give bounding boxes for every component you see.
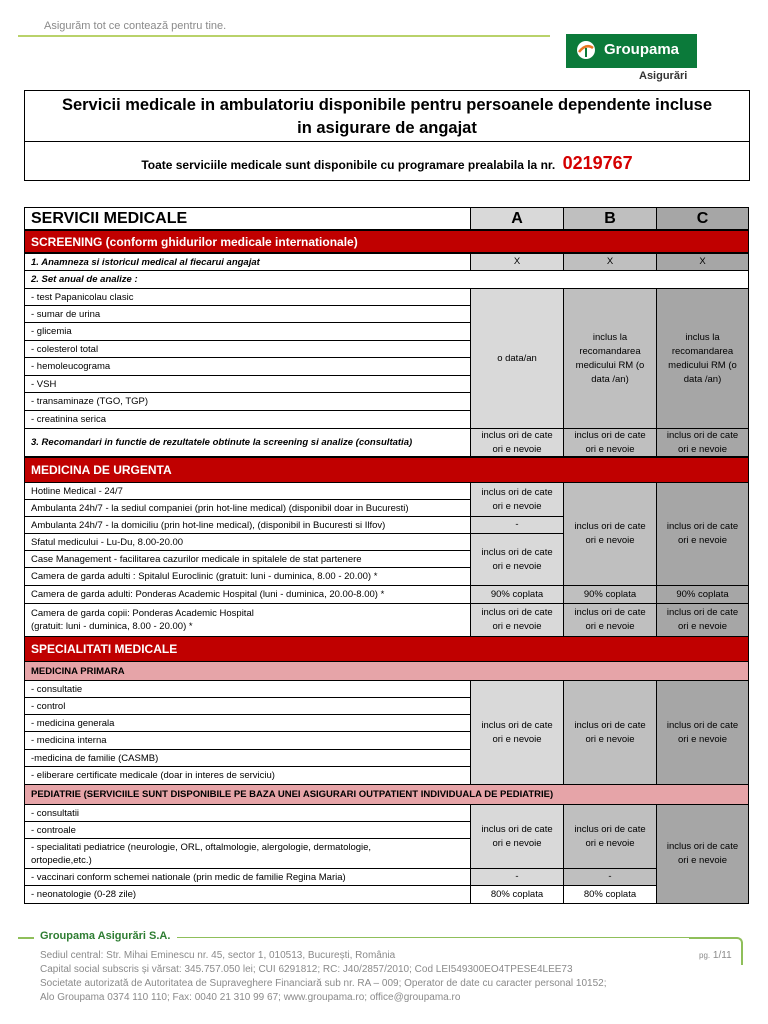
pediatrie-row: - vaccinari conform schemei nationale (prin medic de familie Regina Maria) — [24, 868, 471, 886]
footer-capital: Capital social subscris și vărsat: 345.757.050 lei; CUI 6291812; RC: J40/2857/2010; Cod LEI549300EO4TPESE4LEE73 — [40, 964, 573, 975]
test-row: - test Papanicolau clasic — [24, 288, 471, 306]
footer-authorization: Societate autorizată de Autoritatea de Supraveghere Financiară sub nr. RA – 009; Operator de date cu caracter personal 10152; — [40, 978, 607, 989]
test-row: - creatinina serica — [24, 410, 471, 429]
pediatrie-c: inclus ori de cate ori e nevoie — [656, 804, 749, 904]
table-header-services: SERVICII MEDICALE — [24, 207, 471, 230]
primara-row: - consultatie — [24, 680, 471, 698]
neonatologie-b: 80% coplata — [563, 885, 657, 904]
title-line-2: in asigurare de angajat — [297, 119, 477, 137]
primara-b: inclus ori de cate ori e nevoie — [563, 680, 657, 785]
pediatrie-b: inclus ori de cate ori e nevoie — [563, 804, 657, 869]
urgenta-row-copii — [24, 603, 471, 637]
footer-contact: Alo Groupama 0374 110 110; Fax: 0040 21 310 99 67; www.groupama.ro; office@groupama.ro — [40, 992, 461, 1003]
coplata-a: 90% coplata — [470, 585, 564, 604]
primara-c: inclus ori de cate ori e nevoie — [656, 680, 749, 785]
coplata-b: 90% coplata — [563, 585, 657, 604]
recomandari-c: inclus ori de cate ori e nevoie — [656, 428, 749, 457]
pediatrie-specialitati-line-2: ortopedie,etc.) — [31, 854, 92, 866]
table-header-b: B — [563, 207, 657, 230]
pediatrie-specialitati-line-1: - specialitati pediatrice (neurologie, ORL, oftalmologie, alergologie, dermatologie, — [31, 841, 372, 853]
tests-value-a: o data/an — [470, 288, 564, 429]
tests-value-b: inclus la recomandarea medicului RM (o data /an) — [563, 288, 657, 429]
pediatrie-row: - neonatologie (0-28 zile) — [24, 885, 471, 904]
urgenta-row: Hotline Medical - 24/7 — [24, 482, 471, 500]
copii-a: inclus ori de cate ori e nevoie — [470, 603, 564, 637]
section-screening: SCREENING (conform ghidurilor medicale internationale) — [24, 230, 749, 253]
urgenta-row: Camera de garda adulti : Spitalul Euroclinic (gratuit: luni - duminica, 8.00 - 20.00) * — [24, 567, 471, 586]
urgenta-hotline-a: inclus ori de cate ori e nevoie — [470, 482, 564, 517]
urgenta-copii-line-1: Camera de garda copii: Ponderas Academic Hospital — [31, 608, 254, 619]
coplata-c: 90% coplata — [656, 585, 749, 604]
urgenta-row: Ambulanta 24h/7 - la domiciliu (prin hot-line medical), (disponibil in Bucuresti si Ilfov) — [24, 516, 471, 534]
screening-row-recomandari: 3. Recomandari in functie de rezultatele obtinute la screening si analize (consultatia) — [24, 428, 471, 457]
urgenta-big-b: inclus ori de cate ori e nevoie — [563, 482, 657, 586]
pediatrie-row-specialitati — [24, 838, 471, 869]
page-number — [699, 950, 732, 961]
urgenta-ambulanta-a: - — [470, 516, 564, 534]
footer-address: Sediul central: Str. Mihai Eminescu nr. 45, sector 1, 010513, București, România — [40, 950, 396, 961]
primara-row: - medicina interna — [24, 731, 471, 750]
screening-anamneza-a: X — [470, 253, 564, 271]
test-row: - VSH — [24, 375, 471, 393]
screening-anamneza-c: X — [656, 253, 749, 271]
pediatrie-row: - consultatii — [24, 804, 471, 822]
section-specialitati: SPECIALITATI MEDICALE — [24, 636, 749, 662]
test-row: - colesterol total — [24, 340, 471, 358]
urgenta-row: Case Management - facilitarea cazurilor medicale in spitalele de stat partenere — [24, 550, 471, 568]
subsection-medicina-primara: MEDICINA PRIMARA — [24, 661, 749, 681]
screening-row-anamneza: 1. Anamneza si istoricul medical al fiecarui angajat — [24, 253, 471, 271]
copii-c: inclus ori de cate ori e nevoie — [656, 603, 749, 637]
footer-divider — [177, 937, 689, 938]
logo-name: Groupama — [604, 41, 680, 58]
urgenta-big-c: inclus ori de cate ori e nevoie — [656, 482, 749, 586]
table-header-c: C — [656, 207, 749, 230]
pediatrie-row: - controale — [24, 821, 471, 839]
vaccinari-b: - — [563, 868, 657, 886]
primara-row: -medicina de familie (CASMB) — [24, 749, 471, 767]
test-row: - transaminaze (TGO, TGP) — [24, 392, 471, 411]
tests-value-c: inclus la recomandarea medicului RM (o data /an) — [656, 288, 749, 429]
footer-divider-left — [18, 937, 34, 939]
section-urgenta: MEDICINA DE URGENTA — [24, 457, 749, 483]
urgenta-row: Camera de garda adulti: Ponderas Academic Hospital (luni - duminica, 20.00-8.00) * — [24, 585, 471, 604]
primara-a: inclus ori de cate ori e nevoie — [470, 680, 564, 785]
test-row: - sumar de urina — [24, 305, 471, 323]
neonatologie-a: 80% coplata — [470, 885, 564, 904]
page-prefix: pg. — [699, 951, 711, 960]
urgenta-copii-line-2: (gratuit: luni - duminica, 8.00 - 20.00) * — [31, 621, 193, 632]
test-row: - glicemia — [24, 322, 471, 341]
table-header-a: A — [470, 207, 564, 230]
urgenta-row: Ambulanta 24h/7 - la sediul companiei (prin hot-line medical) (disponibil doar in Bucuresti) — [24, 499, 471, 517]
test-row: - hemoleucograma — [24, 357, 471, 376]
pediatrie-a: inclus ori de cate ori e nevoie — [470, 804, 564, 869]
page-value: 1/11 — [712, 950, 732, 961]
logo-subtitle: Asigurări — [639, 70, 688, 82]
urgenta-sfat-a: inclus ori de cate ori e nevoie — [470, 533, 564, 586]
screening-row-set-analize: 2. Set anual de analize : — [24, 270, 749, 289]
recomandari-a: inclus ori de cate ori e nevoie — [470, 428, 564, 457]
footer-company: Groupama Asigurări S.A. — [40, 930, 171, 942]
urgenta-row: Sfatul medicului - Lu-Du, 8.00-20.00 — [24, 533, 471, 551]
appointment-text: Toate serviciile medicale sunt disponibile cu programare prealabila la nr. — [141, 158, 556, 172]
top-tagline: Asigurăm tot ce contează pentru tine. — [44, 20, 227, 32]
recomandari-b: inclus ori de cate ori e nevoie — [563, 428, 657, 457]
appointment-phone: 0219767 — [562, 153, 633, 173]
primara-row: - medicina generala — [24, 714, 471, 732]
subsection-pediatrie: PEDIATRIE (SERVICIILE SUNT DISPONIBILE PE BAZA UNEI ASIGURARI OUTPATIENT INDIVIDUALA DE PEDIATRIE) — [24, 784, 749, 805]
primara-row: - control — [24, 697, 471, 715]
copii-b: inclus ori de cate ori e nevoie — [563, 603, 657, 637]
vaccinari-a: - — [470, 868, 564, 886]
screening-anamneza-b: X — [563, 253, 657, 271]
primara-row: - eliberare certificate medicale (doar in interes de serviciu) — [24, 766, 471, 785]
title-line-1: Servicii medicale in ambulatoriu disponibile pentru persoanele dependente incluse — [61, 96, 713, 114]
